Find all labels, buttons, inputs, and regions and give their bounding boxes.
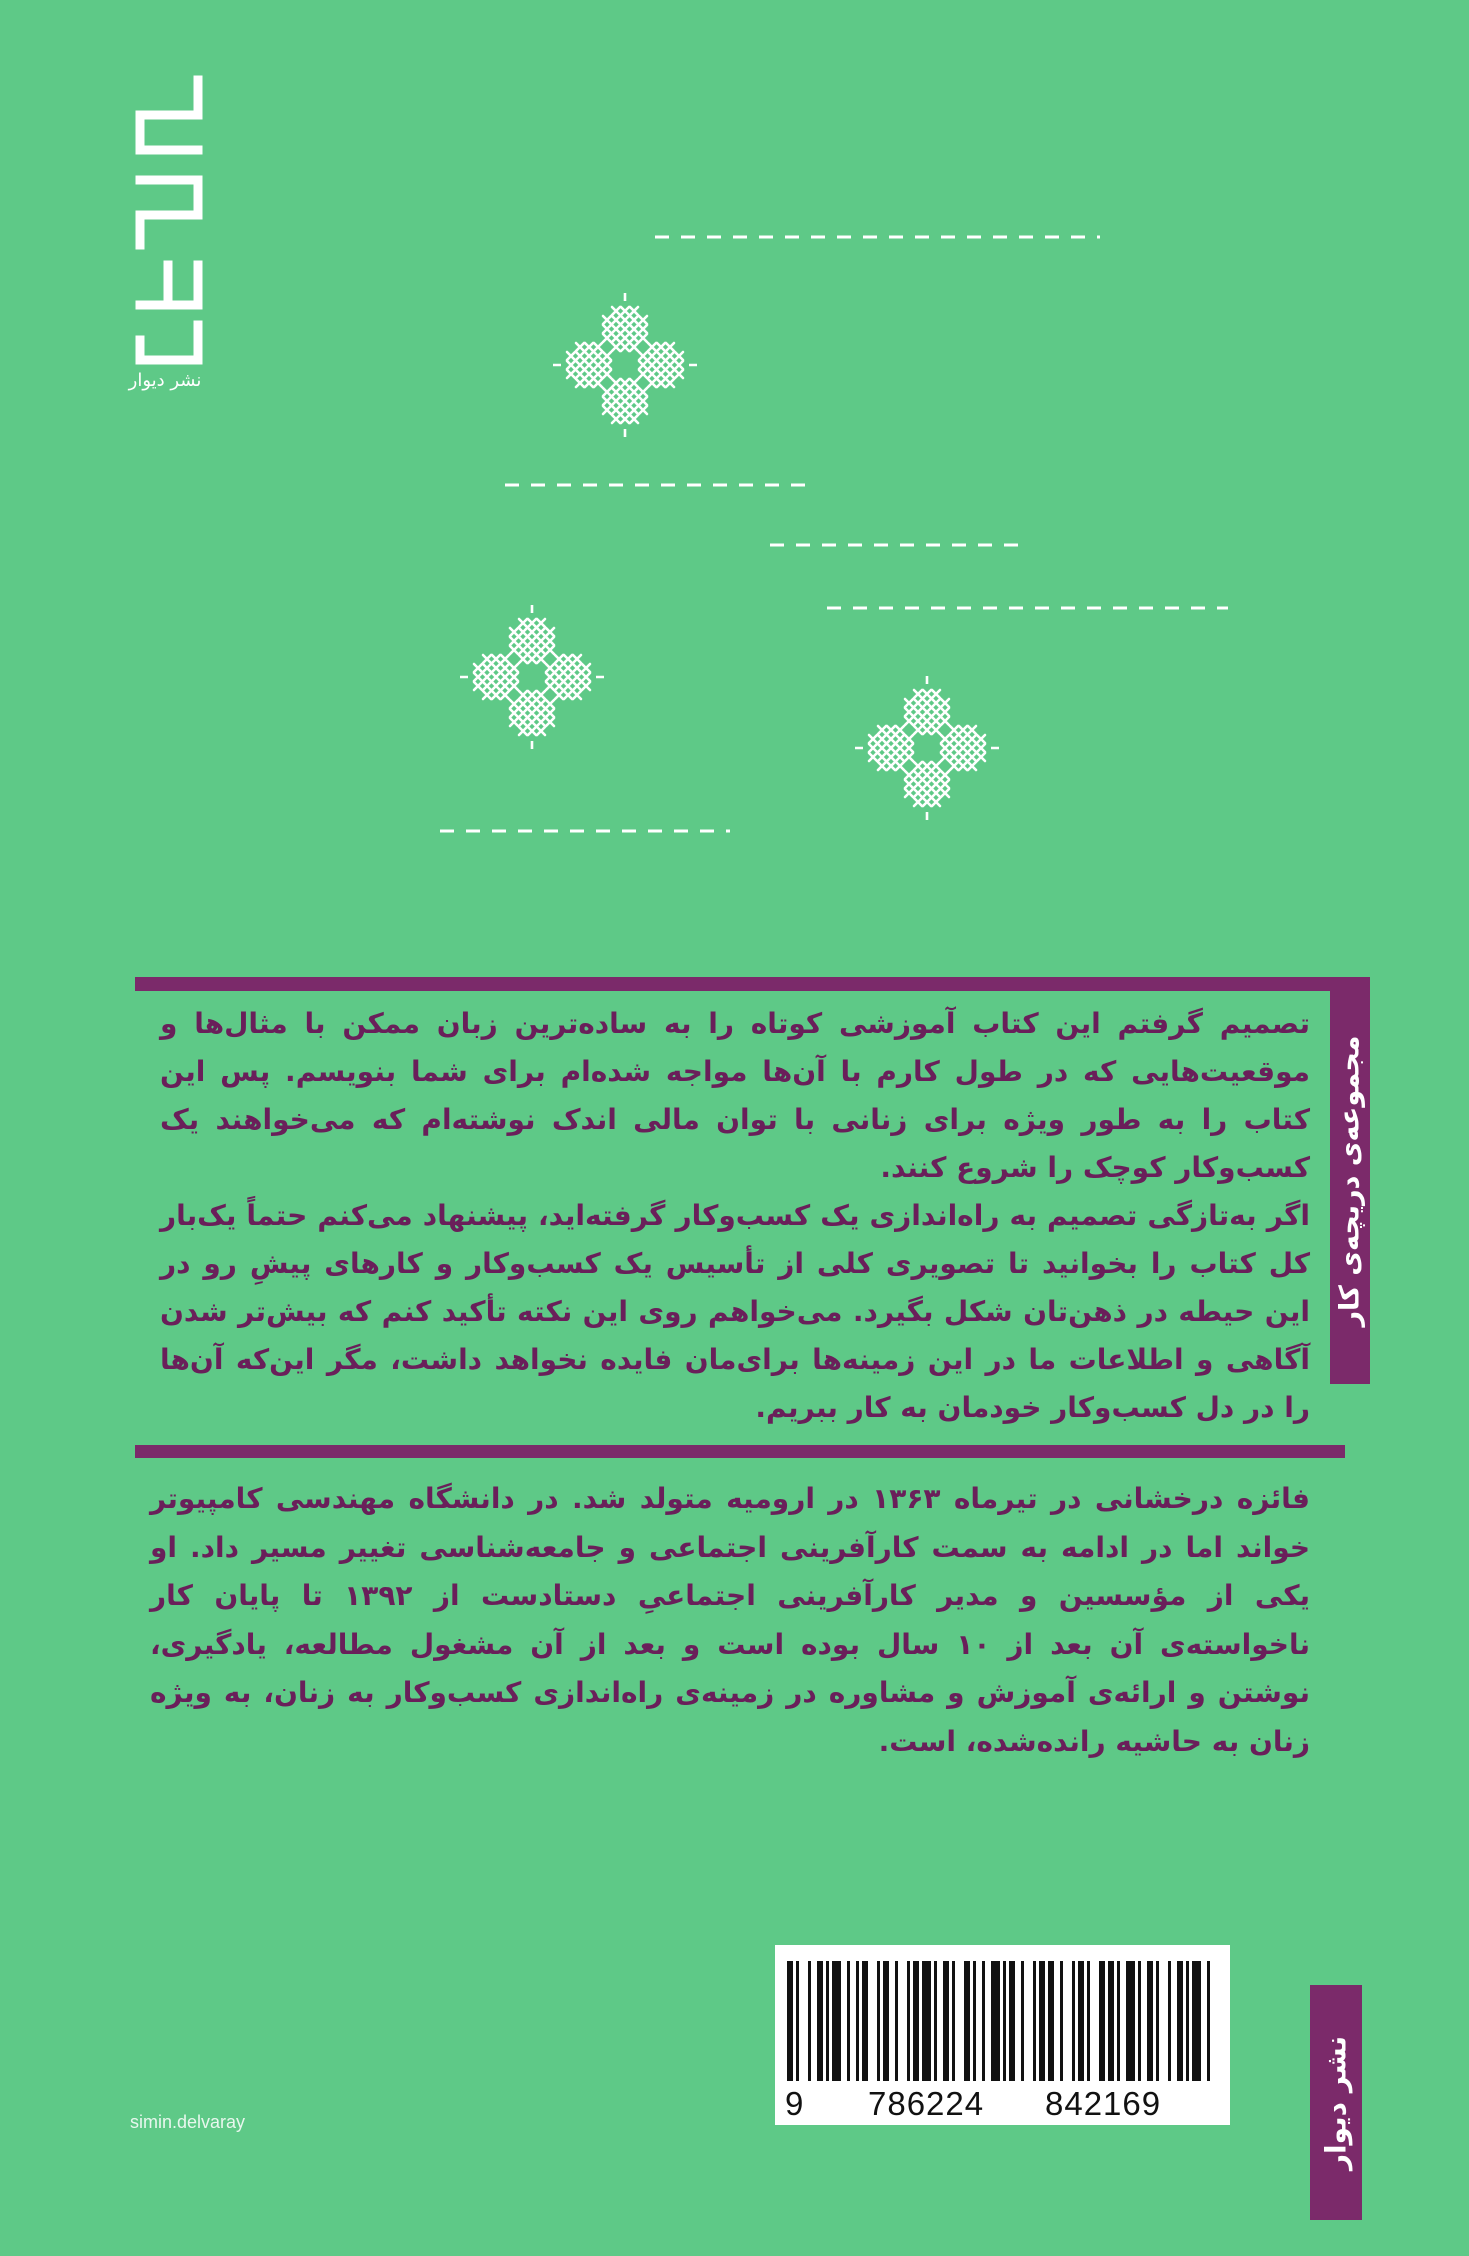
barcode-bar — [1108, 1961, 1114, 2081]
barcode-bar — [934, 1961, 937, 2081]
ornament-flower-right — [855, 676, 999, 820]
barcode-bar — [787, 1961, 793, 2081]
barcode-bar — [1087, 1961, 1090, 2081]
series-title: مجموعه‌ی دریچه‌ی کار — [1334, 1034, 1366, 1327]
barcode-bar — [808, 1961, 811, 2081]
barcode-bar — [913, 1961, 919, 2081]
barcode-digits — [775, 2085, 1230, 2121]
decorative-ornaments — [0, 0, 1469, 900]
barcode-bar — [1099, 1961, 1105, 2081]
barcode-bar — [991, 1961, 1000, 2081]
barcode-bar — [1078, 1961, 1084, 2081]
author-bio-text: فائزه درخشانی در تیرماه ۱۳۶۳ در ارومیه متولد شد. در دانشگاه مهندسی کامپیوتر خواند اما در ادامه به سمت کارآفرینی اجتماعی و جامعه‌شناسی تغییر مسیر داد. او یکی از مؤسسین و مدیر کارآفرینی اجتماعیِ دستادست از ۱۳۹۲ تا پایان کار ناخواسته‌ی آن بعد از ۱۰ سال بوده است و بعد از آن مشغول مطالعه، یادگیری، نوشتن و ارائه‌ی آموزش و مشاوره در زمینه‌ی راه‌اندازی کسب‌وکار به زنان، به ویژه زنان به حاشیه رانده‌شده، است. — [150, 1482, 1311, 1758]
barcode-bar — [1207, 1961, 1210, 2081]
barcode-bar — [1003, 1961, 1006, 2081]
barcode-bar — [862, 1961, 868, 2081]
barcode-bar — [1156, 1961, 1159, 2081]
publisher-name: نشر دیوار — [1319, 2035, 1353, 2170]
publisher-tab — [1310, 1985, 1362, 2220]
barcode-bar — [982, 1961, 985, 2081]
barcode-bar — [907, 1961, 910, 2081]
designer-credit: simin.delvaray — [130, 2112, 246, 2132]
barcode-bar — [964, 1961, 970, 2081]
blurb — [160, 1000, 1310, 1432]
ornament-flower-top — [553, 293, 697, 437]
barcode-digit-lead: 9 — [785, 2085, 804, 2122]
barcode-bar — [847, 1961, 850, 2081]
barcode-bar — [943, 1961, 949, 2081]
barcode-bar — [796, 1961, 799, 2081]
barcode-bar — [1138, 1961, 1141, 2081]
barcode-bar — [1192, 1961, 1201, 2081]
top-rule — [135, 977, 1332, 991]
barcode-bar — [1168, 1961, 1171, 2081]
barcode-bar — [895, 1961, 898, 2081]
logo-caption: نشر دیوار — [128, 370, 202, 391]
barcode-bar — [856, 1961, 859, 2081]
barcode-bar — [922, 1961, 931, 2081]
barcode-bar — [1177, 1961, 1183, 2081]
barcode-bar — [1060, 1961, 1063, 2081]
barcode-bar — [877, 1961, 880, 2081]
barcode-bar — [1186, 1961, 1189, 2081]
barcode-bar — [1048, 1961, 1054, 2081]
barcode-bar — [1039, 1961, 1045, 2081]
barcode-bar — [1033, 1961, 1036, 2081]
barcode-bar — [817, 1961, 823, 2081]
barcode-bar — [1009, 1961, 1015, 2081]
barcode-bar — [832, 1961, 841, 2081]
barcode-bar — [1126, 1961, 1135, 2081]
barcode-bar — [826, 1961, 829, 2081]
barcode-bar — [1021, 1961, 1024, 2081]
barcode-bar — [973, 1961, 976, 2081]
series-tab — [1330, 977, 1370, 1384]
barcode-bar — [1147, 1961, 1153, 2081]
ornament-flower-left — [460, 605, 604, 749]
barcode-digits-left: 786224 — [868, 2085, 985, 2122]
barcode-bar — [1072, 1961, 1075, 2081]
barcode-bar — [883, 1961, 889, 2081]
middle-rule — [135, 1445, 1345, 1458]
author-bio — [150, 1475, 1310, 1766]
blurb-paragraph-1: تصمیم گرفتم این کتاب آموزشی کوتاه را به ساده‌ترین زبان ممکن با مثال‌ها و موقعیت‌هایی که در طول کارم با آن‌ها مواجه شده‌ام برای شما بنویسم. پس این کتاب را به طور ویژه برای زنانی با توان مالی اندک نوشته‌ام که می‌خواهند یک کسب‌وکار کوچک را شروع کنند. — [160, 1007, 1310, 1184]
blurb-paragraph-2: اگر به‌تازگی تصمیم به راه‌اندازی یک کسب‌وکار گرفته‌اید، پیشنهاد می‌کنم حتماً یک‌بار کل کتاب را بخوانید تا تصویری کلی از تأسیس یک کسب‌وکار و کارهای پیشِ رو در این حیطه در ذهن‌تان شکل بگیرد. می‌خواهم روی این نکته تأکید کنم که بیش‌تر شدن آگاهی و اطلاعات ما در این زمینه‌ها برای‌مان فایده نخواهد داشت، مگر این‌که آن‌ها را در دل کسب‌وکار خودمان به کار ببریم. — [160, 1199, 1310, 1424]
isbn-barcode — [775, 1945, 1230, 2125]
barcode-bar — [952, 1961, 955, 2081]
barcode-bar — [1117, 1961, 1120, 2081]
barcode-digits-right: 842169 — [1045, 2085, 1162, 2122]
